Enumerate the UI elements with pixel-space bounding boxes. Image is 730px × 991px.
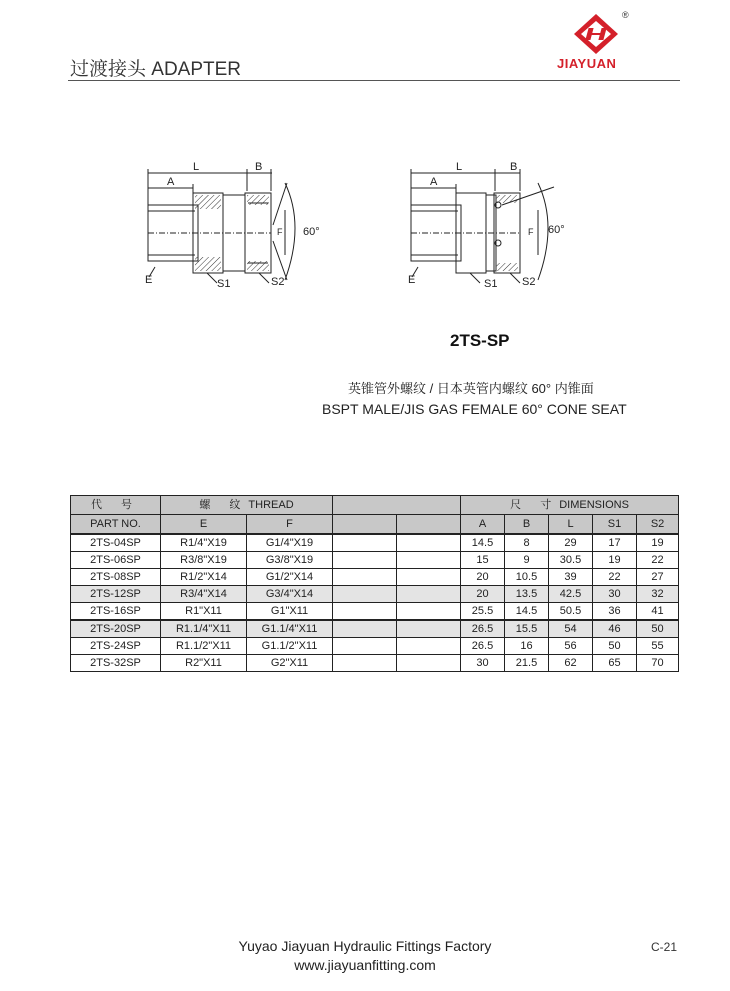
cell-e: R2"X11 — [161, 655, 247, 672]
cell-a: 26.5 — [461, 620, 505, 638]
cell-l: 54 — [549, 620, 593, 638]
cell-s1: 50 — [593, 638, 637, 655]
page-number: C-21 — [651, 940, 678, 954]
cell-blank — [397, 552, 461, 569]
cell-blank — [397, 586, 461, 603]
dim-label-S2: S2 — [522, 276, 536, 288]
dim-label-F: F — [528, 227, 534, 237]
cell-s1: 30 — [593, 586, 637, 603]
cell-part: 2TS-20SP — [71, 620, 161, 638]
cell-f: G1.1/2"X11 — [247, 638, 333, 655]
cell-b: 16 — [505, 638, 549, 655]
table-row — [71, 552, 679, 569]
cell-blank — [333, 569, 397, 586]
cell-l: 39 — [549, 569, 593, 586]
table-row — [71, 569, 679, 586]
cell-s2: 27 — [637, 569, 679, 586]
cell-s1: 65 — [593, 655, 637, 672]
product-description-cn: 英锥管外螺纹 / 日本英管内螺纹 60° 内锥面 — [348, 381, 594, 396]
cell-blank — [333, 620, 397, 638]
table-row — [71, 534, 679, 552]
table-header-row-2 — [71, 515, 679, 535]
spec-table — [70, 495, 679, 672]
dim-label-L: L — [456, 161, 463, 173]
cell-s2: 70 — [637, 655, 679, 672]
cell-a: 20 — [461, 586, 505, 603]
drawing-left — [135, 155, 335, 295]
registered-mark: ® — [622, 10, 629, 20]
cell-s2: 55 — [637, 638, 679, 655]
cell-blank — [333, 586, 397, 603]
cell-b: 15.5 — [505, 620, 549, 638]
header-blank-cell — [333, 515, 397, 535]
cell-f: G2"X11 — [247, 655, 333, 672]
cell-a: 20 — [461, 569, 505, 586]
angle-label: 60° — [303, 226, 320, 238]
table-row — [71, 586, 679, 603]
cell-e: R1/4"X19 — [161, 534, 247, 552]
dim-label-E: E — [145, 274, 153, 286]
page-title: 过渡接头 ADAPTER — [70, 59, 242, 80]
cell-s2: 19 — [637, 534, 679, 552]
product-code: 2TS-SP — [450, 331, 510, 350]
header-s1: S1 — [593, 515, 637, 535]
header-code-cn: 代 号 — [71, 496, 161, 515]
footer-website: www.jiayuanfitting.com — [294, 957, 436, 973]
cell-a: 30 — [461, 655, 505, 672]
dim-label-A: A — [430, 176, 438, 188]
cell-b: 21.5 — [505, 655, 549, 672]
cell-part: 2TS-08SP — [71, 569, 161, 586]
cell-l: 56 — [549, 638, 593, 655]
angle-label: 60° — [548, 224, 565, 236]
cell-blank — [397, 655, 461, 672]
cell-e: R3/8"X19 — [161, 552, 247, 569]
header-dimensions: 尺 寸DIMENSIONS — [461, 496, 679, 515]
cell-s1: 19 — [593, 552, 637, 569]
dim-label-F: F — [277, 227, 283, 237]
cell-blank — [397, 569, 461, 586]
cell-a: 25.5 — [461, 603, 505, 621]
table-row — [71, 638, 679, 655]
cell-blank — [397, 603, 461, 621]
cell-s1: 22 — [593, 569, 637, 586]
cell-b: 10.5 — [505, 569, 549, 586]
cell-s2: 50 — [637, 620, 679, 638]
cell-blank — [397, 534, 461, 552]
cell-e: R1.1/2"X11 — [161, 638, 247, 655]
cell-part: 2TS-12SP — [71, 586, 161, 603]
header-s2: S2 — [637, 515, 679, 535]
header-b: B — [505, 515, 549, 535]
cell-b: 8 — [505, 534, 549, 552]
cell-s2: 41 — [637, 603, 679, 621]
header-a: A — [461, 515, 505, 535]
header-divider — [68, 80, 680, 81]
header-l: L — [549, 515, 593, 535]
cell-f: G1/4"X19 — [247, 534, 333, 552]
cell-e: R1"X11 — [161, 603, 247, 621]
cell-blank — [333, 534, 397, 552]
cell-blank — [333, 655, 397, 672]
cell-l: 30.5 — [549, 552, 593, 569]
dim-label-B: B — [510, 161, 518, 173]
cell-s1: 17 — [593, 534, 637, 552]
cell-a: 14.5 — [461, 534, 505, 552]
drawing-right — [398, 155, 598, 295]
cell-blank — [397, 638, 461, 655]
cell-part: 2TS-16SP — [71, 603, 161, 621]
dim-label-B: B — [255, 161, 263, 173]
cell-part: 2TS-32SP — [71, 655, 161, 672]
cell-s2: 22 — [637, 552, 679, 569]
header-part-no: PART NO. — [71, 515, 161, 535]
table-row — [71, 603, 679, 621]
header-blank-cell — [397, 515, 461, 535]
dim-label-E: E — [408, 274, 416, 286]
cell-blank — [333, 552, 397, 569]
table-row — [71, 620, 679, 638]
cell-b: 14.5 — [505, 603, 549, 621]
header-blank — [333, 496, 461, 515]
cell-e: R1.1/4"X11 — [161, 620, 247, 638]
cell-s2: 32 — [637, 586, 679, 603]
dim-label-L: L — [193, 161, 200, 173]
cell-part: 2TS-06SP — [71, 552, 161, 569]
cell-blank — [333, 603, 397, 621]
cell-blank — [333, 638, 397, 655]
dim-label-A: A — [167, 176, 175, 188]
cell-b: 9 — [505, 552, 549, 569]
cell-s1: 46 — [593, 620, 637, 638]
cell-l: 42.5 — [549, 586, 593, 603]
cell-a: 15 — [461, 552, 505, 569]
cell-f: G1"X11 — [247, 603, 333, 621]
cell-f: G3/8"X19 — [247, 552, 333, 569]
product-description-en: BSPT MALE/JIS GAS FEMALE 60° CONE SEAT — [322, 401, 627, 417]
cell-e: R1/2"X14 — [161, 569, 247, 586]
cell-l: 50.5 — [549, 603, 593, 621]
brand-name: JIAYUAN — [557, 56, 617, 71]
cell-l: 29 — [549, 534, 593, 552]
cell-part: 2TS-24SP — [71, 638, 161, 655]
table-row — [71, 655, 679, 672]
cell-f: G1.1/4"X11 — [247, 620, 333, 638]
header-thread: 螺 纹THREAD — [161, 496, 333, 515]
footer-company: Yuyao Jiayuan Hydraulic Fittings Factory — [238, 938, 492, 954]
header-f: F — [247, 515, 333, 535]
cell-part: 2TS-04SP — [71, 534, 161, 552]
dim-label-S1: S1 — [484, 278, 498, 290]
cell-f: G3/4"X14 — [247, 586, 333, 603]
cell-e: R3/4"X14 — [161, 586, 247, 603]
dim-label-S1: S1 — [217, 278, 231, 290]
dim-label-S2: S2 — [271, 276, 285, 288]
header-e: E — [161, 515, 247, 535]
cell-a: 26.5 — [461, 638, 505, 655]
cell-f: G1/2"X14 — [247, 569, 333, 586]
cell-l: 62 — [549, 655, 593, 672]
cell-blank — [397, 620, 461, 638]
table-header-row-1 — [71, 496, 679, 515]
cell-b: 13.5 — [505, 586, 549, 603]
cell-s1: 36 — [593, 603, 637, 621]
